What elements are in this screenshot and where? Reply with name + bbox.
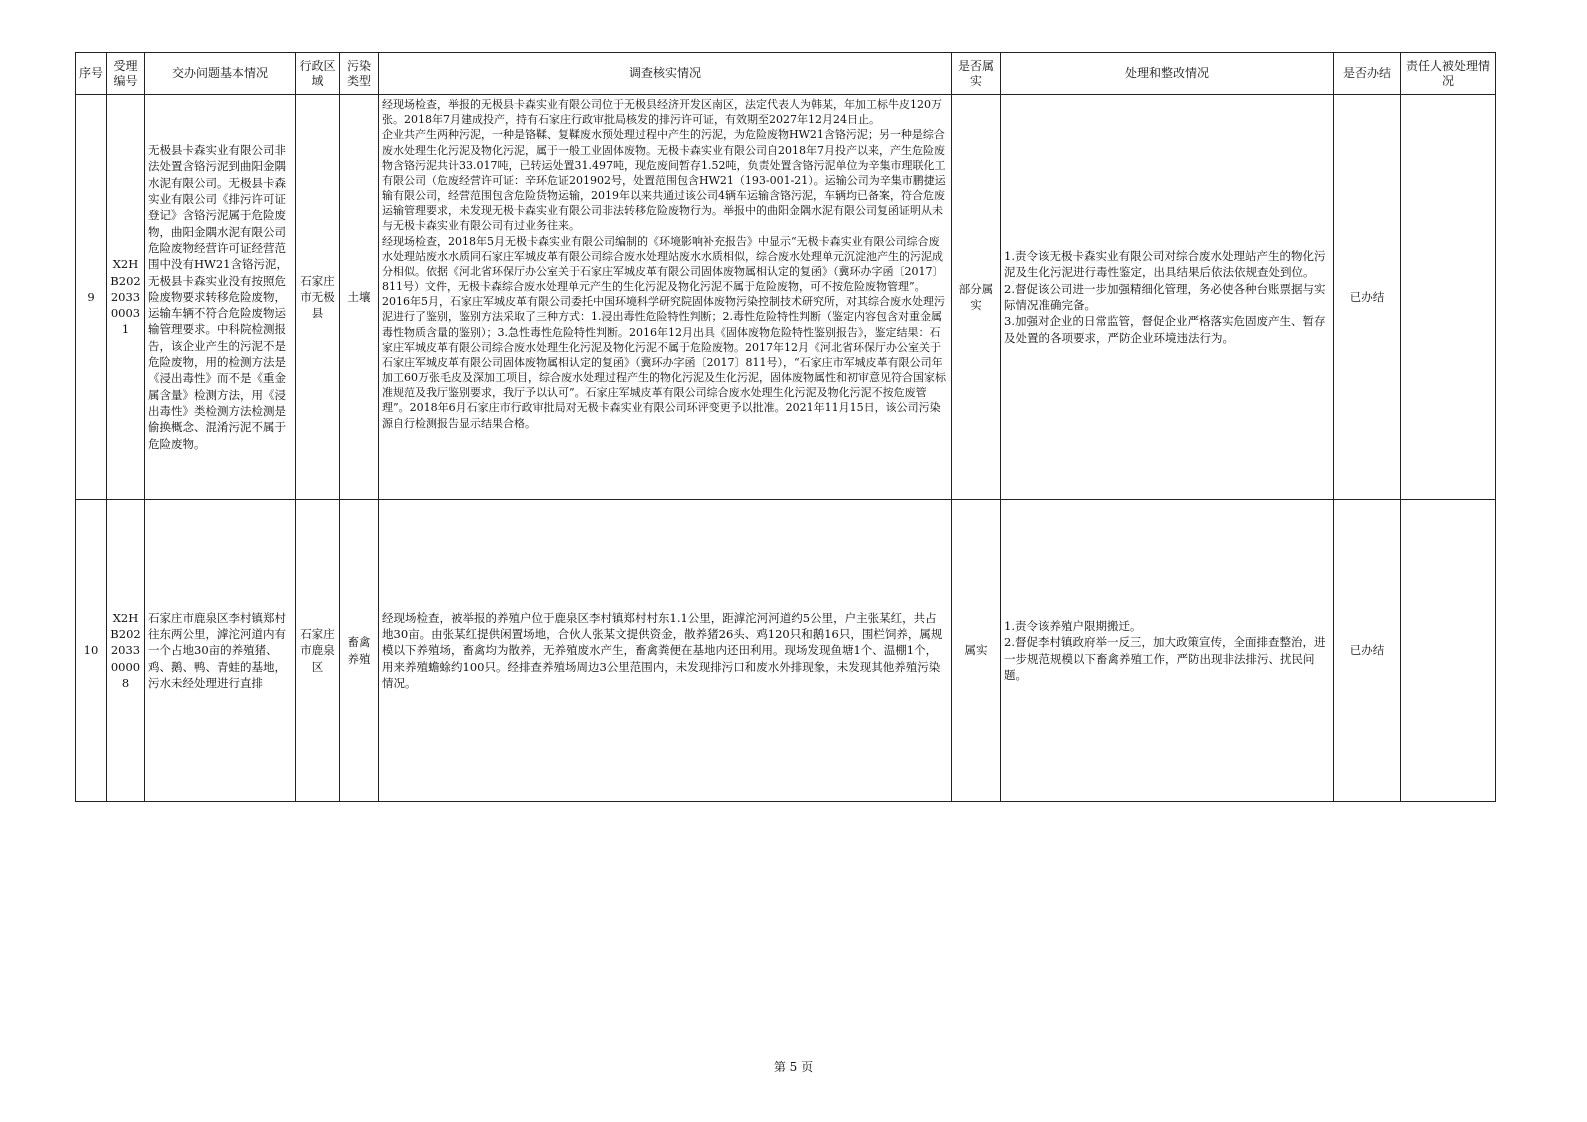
row-verified: 属实 <box>952 500 1001 802</box>
row-responsible <box>1401 500 1496 802</box>
row-closed: 已办结 <box>1334 500 1401 802</box>
table-row <box>76 95 1496 500</box>
row-verified: 部分属实 <box>952 95 1001 500</box>
row-handling: 1.责令该养殖户限期搬迁。 2.督促李村镇政府举一反三，加大政策宣传，全面排查整治，进一步规范规模以下畜禽养殖工作，严防出现非法排污、扰民问题。 <box>1001 500 1334 802</box>
row-pollution: 土壤 <box>340 95 379 500</box>
row-no: 10 <box>76 500 107 802</box>
row-responsible <box>1401 95 1496 500</box>
row-region: 石家庄市鹿泉区 <box>296 500 340 802</box>
header-investigation: 调查核实情况 <box>379 53 952 95</box>
row-code: X2HB202203300031 <box>107 95 145 500</box>
header-handling: 处理和整改情况 <box>1001 53 1334 95</box>
complaint-table <box>75 52 1496 802</box>
row-investigation: 经现场检查，举报的无极县卡森实业有限公司位于无极县经济开发区南区，法定代表人为韩某，年加工标牛皮120万张。2018年7月建成投产，持有石家庄行政审批局核发的排污许可证，有效期至2027年12月24日止。 企业共产生两种污泥，一种是铬鞣、复鞣废水预处理过程中产生的污泥，为危险废物HW21含铬污泥；另一种是综合废水处理生化污泥及物化污泥，属于一般工业固体废物。无极卡森实业有限公司自2018年7月投产以来，产生危险废物含铬污泥共计33.017吨，已转运处置31.497吨，现危废间暂存1.52吨，负责处置含铬污泥单位为辛集市理联化工有限公司（危废经营许可证：辛环危证201902号，处置范围包含HW21（193-001-21）。运输公司为辛集市鹏捷运输有限公司，经营范围包含危险货物运输，2019年以来共通过该公司4辆车运输含铬污泥，车辆均已备案，符合危废运输管理要求，未发现无极卡森实业有限公司非法转移危险废物行为。举报中的曲阳金隅水泥有限公司复函证明从未与无极卡森实业有限公司有过业务往来。 经现场检查，2018年5月无极卡森实业有限公司编制的《环境影响补充报告》中显示“无极卡森实业有限公司综合废水处理站废水水质同石家庄军城皮革有限公司综合废水处理站废水水质相似，综合废水处理单元沉淀池产生的污泥成分相似。依据《河北省环保厅办公室关于石家庄军城皮革有限公司固体废物属相认定的复函》（冀环办字函〔2017〕811号）文件，无极卡森综合废水处理单元产生的生化污泥及物化污泥不属于危险废物，可不按危险废物管理”。 2016年5月，石家庄军城皮革有限公司委托中国环境科学研究院固体废物污染控制技术研究所，对其综合废水处理污泥进行了鉴别，鉴别方法采取了三种方式：1.浸出毒性危险特性判断；2.毒性危险特性判断（鉴定内容包含对重金属毒性物质含量的鉴别）；3.急性毒性危险特性判断。2016年12月出具《固体废物危险特性鉴别报告》，鉴定结果：石家庄军城皮革有限公司综合废水处理生化污泥及物化污泥不属于危险废物。2017年12月《河北省环保厅办公室关于石家庄军城皮革有限公司固体废物属相认定的复函》（冀环办字函〔2017〕811号），“石家庄市军城皮革有限公司年加工60万张毛皮及深加工项目，综合废水处理过程产生的物化污泥及生化污泥，固体废物属性和初审意见符合国家标准规范及我厅鉴别要求，我厅予以认可”。石家庄军城皮革有限公司综合废水处理生化污泥及物化污泥不按危废管理”。2018年6月石家庄市行政审批局对无极卡森实业有限公司环评变更予以批准。2021年11月15日，该公司污染源自行检测报告显示结果合格。 <box>379 95 952 500</box>
row-pollution: 畜禽养殖 <box>340 500 379 802</box>
row-no: 9 <box>76 95 107 500</box>
row-code: X2HB202203300008 <box>107 500 145 802</box>
row-problem: 无极县卡森实业有限公司非法处置含铬污泥到曲阳金隅水泥有限公司。无极县卡森实业有限公司《排污许可证登记》含铬污泥属于危险废物，曲阳金隅水泥有限公司危险废物经营许可证经营范围中没有HW21含铬污泥，无极县卡森实业没有按照危险废物要求转移危险废物，运输车辆不符合危险废物运输管理要求。中科院检测报告，该企业产生的污泥不是危险废物，用的检测方法是《浸出毒性》而不是《重金属含量》检测方法，用《浸出毒性》类检测方法检测是偷换概念、混淆污泥不属于危险废物。 <box>145 95 296 500</box>
header-pollution: 污染类型 <box>340 53 379 95</box>
table-header-row <box>76 53 1496 95</box>
header-responsible: 责任人被处理情况 <box>1401 53 1496 95</box>
page-number: 第 5 页 <box>773 1060 814 1074</box>
row-handling: 1.责令该无极卡森实业有限公司对综合废水处理站产生的物化污泥及生化污泥进行毒性鉴定，出具结果后依法依规查处到位。 2.督促该公司进一步加强精细化管理，务必使各种台账票据与实际情况准确完备。 3.加强对企业的日常监管，督促企业严格落实危固废产生、暂存及处置的各项要求，严防企业环境违法行为。 <box>1001 95 1334 500</box>
row-investigation: 经现场检查，被举报的养殖户位于鹿泉区李村镇郑村村东1.1公里，距滹沱河河道约5公里，户主张某红，共占地30亩。由张某红提供闲置场地，合伙人张某文提供资金，散养猪26头、鸡120只和鹅16只，围栏饲养，属规模以下养殖场，畜禽均为散养，无养殖废水产生，畜禽粪便在基地内还田利用。现场发现鱼塘1个、温棚1个，用来养殖蟾蜍约100只。经排查养殖场周边3公里范围内，未发现排污口和废水外排现象，未发现其他养殖污染情况。 <box>379 500 952 802</box>
row-problem: 石家庄市鹿泉区李村镇郑村往东两公里，滹沱河道内有一个占地30亩的养殖猪、鸡、鹅、鸭、青蛙的基地，污水未经处理进行直排 <box>145 500 296 802</box>
header-region: 行政区域 <box>296 53 340 95</box>
row-closed: 已办结 <box>1334 95 1401 500</box>
header-closed: 是否办结 <box>1334 53 1401 95</box>
header-code: 受理编号 <box>107 53 145 95</box>
row-region: 石家庄市无极县 <box>296 95 340 500</box>
table-row <box>76 500 1496 802</box>
header-no: 序号 <box>76 53 107 95</box>
header-verified: 是否属实 <box>952 53 1001 95</box>
header-problem: 交办问题基本情况 <box>145 53 296 95</box>
